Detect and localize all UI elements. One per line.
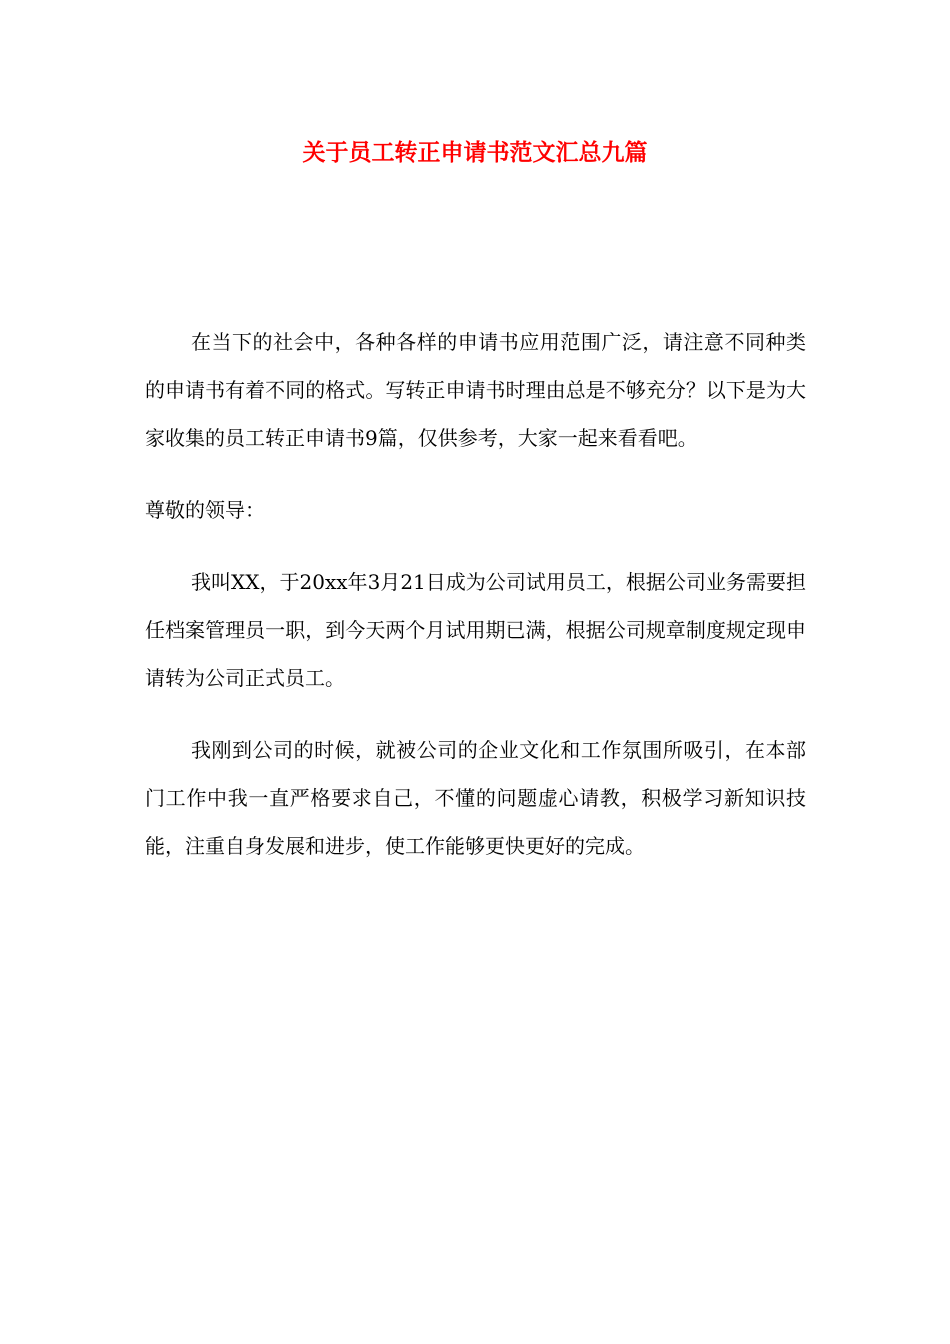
salutation: 尊敬的领导： <box>145 498 265 522</box>
document-body <box>145 318 806 870</box>
body-paragraph-2: 我刚到公司的时候，就被公司的企业文化和工作氛围所吸引，在本部门工作中我一直严格要求自己，不懂的问题虚心请教，积极学习新知识技能，注重自身发展和进步，使工作能够更快更好的完成。 <box>145 738 806 858</box>
body-paragraph-1: 我叫XX，于20xx年3月21日成为公司试用员工，根据公司业务需要担任档案管理员一职，到今天两个月试用期已满，根据公司规章制度规定现申请转为公司正式员工。 <box>145 570 806 690</box>
intro-paragraph: 在当下的社会中，各种各样的申请书应用范围广泛，请注意不同种类的申请书有着不同的格式。写转正申请书时理由总是不够充分？以下是为大家收集的员工转正申请书9篇，仅供参考，大家一起来看看吧。 <box>145 330 806 450</box>
document-title: 关于员工转正申请书范文汇总九篇 <box>302 140 648 166</box>
